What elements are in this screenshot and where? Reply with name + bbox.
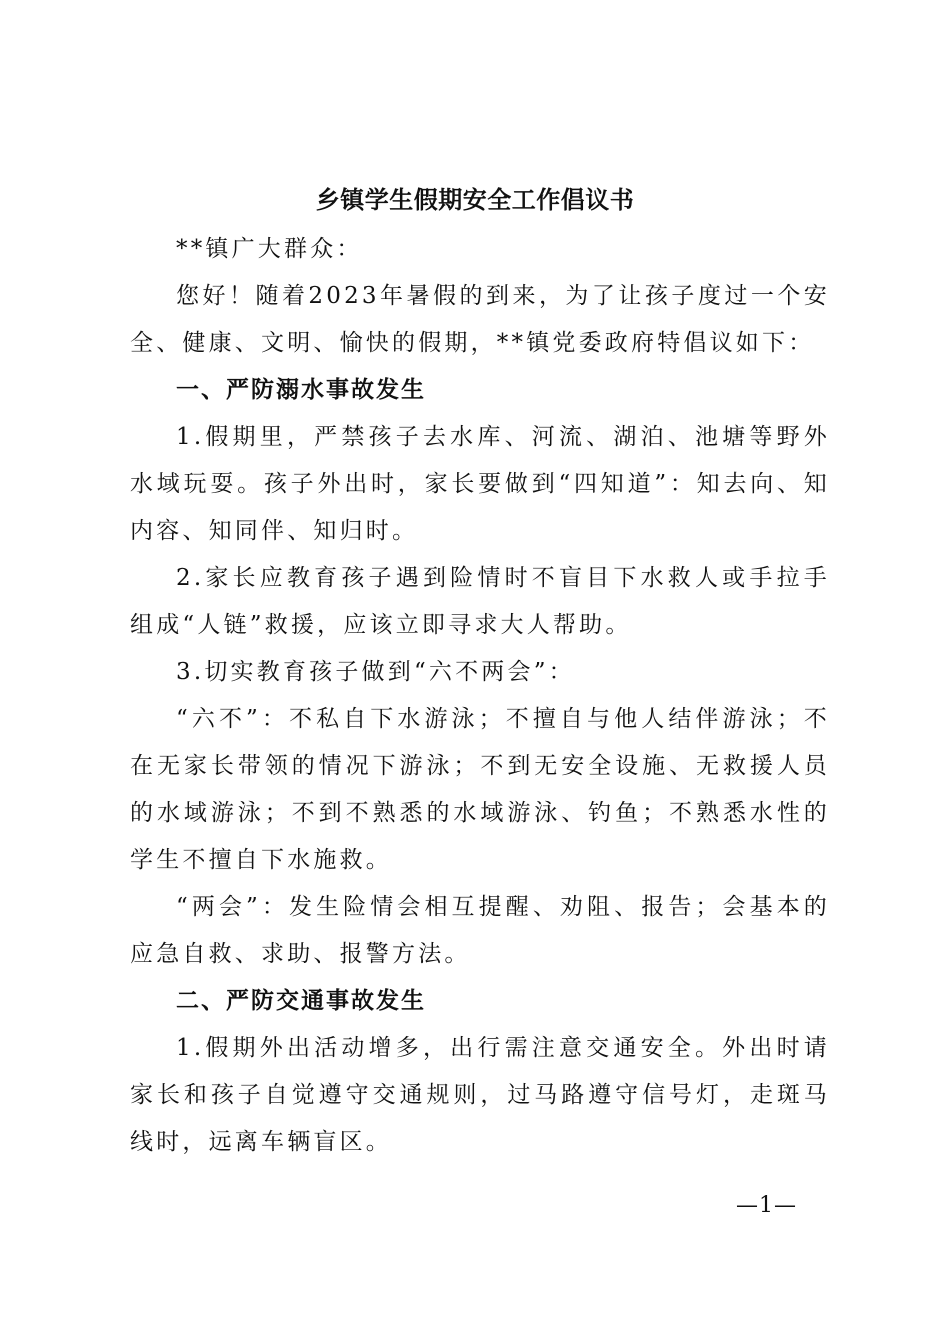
section-heading-drowning: 一、严防溺水事故发生: [176, 377, 426, 403]
paragraph-drowning-3: 3.切实教育孩子做到“六不两会”：: [176, 659, 575, 685]
document-title: 乡镇学生假期安全工作倡议书: [315, 185, 635, 214]
page-number: —1—: [736, 1193, 797, 1218]
paragraph-drowning-2: 2.家长应教育孩子遇到险情时不盲目下水救人或手拉手组成“人链”救援，应该立即寻求大人帮助。: [130, 565, 830, 638]
section-heading-traffic: 二、严防交通事故发生: [176, 988, 426, 1014]
paragraph-two-skills: “两会”：发生险情会相互提醒、劝阻、报告；会基本的应急自救、求助、报警方法。: [130, 894, 830, 967]
intro-paragraph: 您好！随着2023年暑假的到来，为了让孩子度过一个安全、健康、文明、愉快的假期，**镇党委政府特倡议如下：: [130, 283, 830, 356]
document-body: [130, 226, 830, 1166]
paragraph-traffic-1: 1.假期外出活动增多，出行需注意交通安全。外出时请家长和孩子自觉遵守交通规则，过马路遵守信号灯，走斑马线时，远离车辆盲区。: [130, 1035, 830, 1155]
paragraph-drowning-1: 1.假期里，严禁孩子去水库、河流、湖泊、池塘等野外水域玩耍。孩子外出时，家长要做到“四知道”：知去向、知内容、知同伴、知归时。: [130, 424, 830, 544]
paragraph-six-nots: “六不”：不私自下水游泳；不擅自与他人结伴游泳；不在无家长带领的情况下游泳；不到无安全设施、无救援人员的水域游泳；不到不熟悉的水域游泳、钓鱼；不熟悉水性的学生不擅自下水施救。: [130, 706, 830, 873]
salutation: **镇广大群众：: [176, 236, 363, 262]
